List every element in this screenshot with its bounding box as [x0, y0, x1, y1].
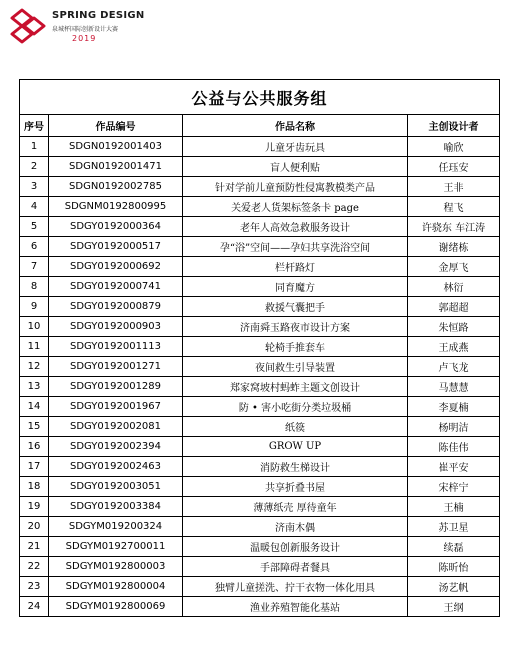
designer: 杨明洁: [408, 417, 500, 437]
designer: 喻欣: [408, 137, 500, 157]
work-name: 夜间救生引导装置: [183, 357, 408, 377]
logo-subtitle: 泉城杯国际创新设计大赛: [52, 26, 119, 33]
designer: 许骁东 车江涛: [408, 217, 500, 237]
column-header-name: 作品名称: [183, 115, 408, 137]
work-name: 同育魔方: [183, 277, 408, 297]
work-code: SDGY0192002463: [49, 457, 183, 477]
work-name: 温暖包创新服务设计: [183, 537, 408, 557]
designer: 陈昕怡: [408, 557, 500, 577]
work-name: 孕“浴”空间——孕妇共享洗浴空间: [183, 237, 408, 257]
work-name: 消防救生梯设计: [183, 457, 408, 477]
work-code: SDGY0192003051: [49, 477, 183, 497]
work-name: 栏杆路灯: [183, 257, 408, 277]
work-code: SDGYM019200324: [49, 517, 183, 537]
row-index: 10: [20, 317, 49, 337]
logo-brand: SPRING DESIGN: [52, 10, 145, 21]
row-index: 12: [20, 357, 49, 377]
row-index: 6: [20, 237, 49, 257]
row-index: 21: [20, 537, 49, 557]
work-code: SDGY0192002081: [49, 417, 183, 437]
column-header-code: 作品编号: [49, 115, 183, 137]
table-row: [20, 597, 500, 617]
table-row: [20, 557, 500, 577]
row-index: 1: [20, 137, 49, 157]
table-row: [20, 437, 500, 457]
work-code: SDGY0192001289: [49, 377, 183, 397]
row-index: 22: [20, 557, 49, 577]
work-name: 共享折叠书屋: [183, 477, 408, 497]
work-code: SDGY0192000879: [49, 297, 183, 317]
table-body: [20, 137, 500, 617]
work-code: SDGY0192001271: [49, 357, 183, 377]
work-code: SDGY0192000741: [49, 277, 183, 297]
designer: 卢飞龙: [408, 357, 500, 377]
designer: 汤艺帆: [408, 577, 500, 597]
table-row: [20, 477, 500, 497]
work-name: 老年人高效急救服务设计: [183, 217, 408, 237]
table-row: [20, 157, 500, 177]
designer: 李夏楠: [408, 397, 500, 417]
designer: 苏卫星: [408, 517, 500, 537]
designer: 王楠: [408, 497, 500, 517]
table-row: [20, 277, 500, 297]
designer: 马慧慧: [408, 377, 500, 397]
designer: 程飞: [408, 197, 500, 217]
logo-year: 2019: [72, 34, 97, 43]
work-code: SDGY0192001113: [49, 337, 183, 357]
work-name: 纸篌: [183, 417, 408, 437]
work-name: 轮椅手推套车: [183, 337, 408, 357]
table-row: [20, 217, 500, 237]
table-row: [20, 497, 500, 517]
work-name: 郑家窝坡村蚂蚱主题文创设计: [183, 377, 408, 397]
table-row: [20, 357, 500, 377]
work-code: SDGY0192002394: [49, 437, 183, 457]
designer: 林衍: [408, 277, 500, 297]
work-code: SDGYM0192800004: [49, 577, 183, 597]
row-index: 20: [20, 517, 49, 537]
spring-design-logo-icon: [6, 4, 50, 48]
designer: 崔平安: [408, 457, 500, 477]
designer: 金厚飞: [408, 257, 500, 277]
table-row: [20, 177, 500, 197]
work-name: 防 • 害小吃街分类垃圾桶: [183, 397, 408, 417]
table-row: [20, 197, 500, 217]
table-row: [20, 237, 500, 257]
table-header-row: [20, 115, 500, 137]
work-name: 渔业养殖智能化基站: [183, 597, 408, 617]
work-name: 针对学前儿童预防性侵寓教模类产品: [183, 177, 408, 197]
table-row: [20, 417, 500, 437]
designer: 王纲: [408, 597, 500, 617]
table-row: [20, 377, 500, 397]
work-code: SDGY0192000364: [49, 217, 183, 237]
spring-design-logo: [6, 4, 206, 64]
designer: 续磊: [408, 537, 500, 557]
row-index: 7: [20, 257, 49, 277]
table-row: [20, 457, 500, 477]
work-code: SDGY0192000517: [49, 237, 183, 257]
designer: 郭超超: [408, 297, 500, 317]
row-index: 24: [20, 597, 49, 617]
designer: 朱恒路: [408, 317, 500, 337]
column-header-designer: 主创设计者: [408, 115, 500, 137]
row-index: 3: [20, 177, 49, 197]
designer: 陈佳伟: [408, 437, 500, 457]
work-name: 儿童牙齿玩具: [183, 137, 408, 157]
table-row: [20, 257, 500, 277]
table-row: [20, 297, 500, 317]
row-index: 23: [20, 577, 49, 597]
table-row: [20, 317, 500, 337]
work-code: SDGNM0192800995: [49, 197, 183, 217]
work-code: SDGN0192001403: [49, 137, 183, 157]
row-index: 11: [20, 337, 49, 357]
work-code: SDGN0192002785: [49, 177, 183, 197]
designer: 王非: [408, 177, 500, 197]
column-header-index: 序号: [20, 115, 49, 137]
row-index: 17: [20, 457, 49, 477]
row-index: 14: [20, 397, 49, 417]
work-name: 济南舜玉路夜市设计方案: [183, 317, 408, 337]
work-code: SDGYM0192800003: [49, 557, 183, 577]
table-row: [20, 137, 500, 157]
row-index: 2: [20, 157, 49, 177]
row-index: 18: [20, 477, 49, 497]
work-code: SDGY0192001967: [49, 397, 183, 417]
work-name: 薄薄纸壳 厚待童年: [183, 497, 408, 517]
work-name: 手部障碍者餐具: [183, 557, 408, 577]
designer: 宋梓宁: [408, 477, 500, 497]
table-row: [20, 537, 500, 557]
row-index: 5: [20, 217, 49, 237]
row-index: 19: [20, 497, 49, 517]
table-row: [20, 337, 500, 357]
work-code: SDGY0192003384: [49, 497, 183, 517]
work-name: 济南木偶: [183, 517, 408, 537]
designer: 任珏安: [408, 157, 500, 177]
row-index: 8: [20, 277, 49, 297]
row-index: 9: [20, 297, 49, 317]
work-code: SDGN0192001471: [49, 157, 183, 177]
row-index: 4: [20, 197, 49, 217]
award-table: [19, 79, 500, 617]
work-code: SDGYM0192700011: [49, 537, 183, 557]
row-index: 15: [20, 417, 49, 437]
work-name: GROW UP: [183, 437, 408, 457]
work-code: SDGY0192000903: [49, 317, 183, 337]
designer: 谢绪栋: [408, 237, 500, 257]
work-name: 关爱老人货架标签条卡 page: [183, 197, 408, 217]
work-code: SDGY0192000692: [49, 257, 183, 277]
work-name: 独臂儿童搓洗、拧干衣物一体化用具: [183, 577, 408, 597]
table-row: [20, 577, 500, 597]
work-code: SDGYM0192800069: [49, 597, 183, 617]
row-index: 13: [20, 377, 49, 397]
table-row: [20, 517, 500, 537]
work-name: 盲人便利贴: [183, 157, 408, 177]
table-row: [20, 397, 500, 417]
table-title: 公益与公共服务组: [20, 80, 500, 115]
work-name: 救援气囊把手: [183, 297, 408, 317]
designer: 王成燕: [408, 337, 500, 357]
row-index: 16: [20, 437, 49, 457]
